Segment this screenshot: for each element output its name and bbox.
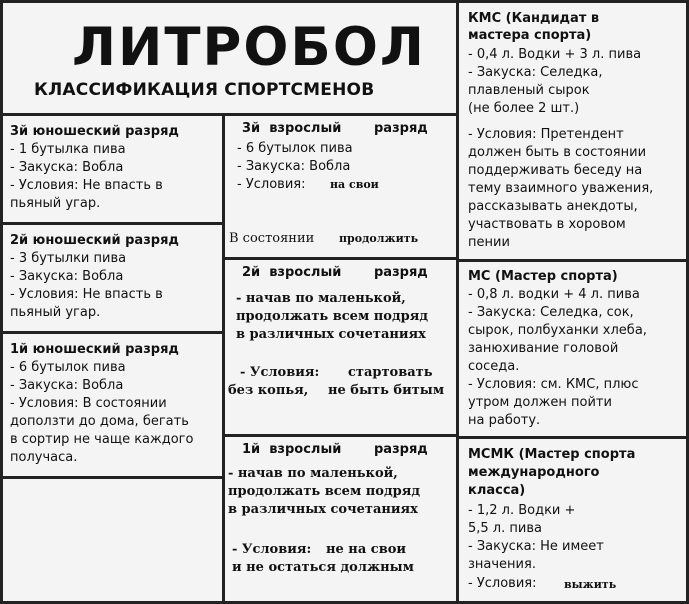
list-item: - Условия: В состоянии: [10, 396, 167, 411]
list-item: - 1,2 л. Водки +: [468, 503, 576, 518]
list-item: - Закуска: Селедка,: [468, 65, 603, 80]
kms-heading: КМС (Кандидат в: [468, 11, 600, 26]
junior3-cell: [10, 123, 220, 221]
adult1-condition-a: не на свои: [326, 542, 407, 557]
list-item: рассказывать анекдоты,: [468, 199, 638, 214]
list-item: доползти до дома, бегать: [10, 414, 189, 429]
junior1-heading: 1й юношеский разряд: [10, 342, 179, 357]
divider-left-column: [222, 113, 225, 604]
list-item: - 6 бутылок пива: [237, 141, 353, 156]
list-item: утром должен пойти: [468, 395, 612, 410]
list-item: в различных сочетаниях: [228, 502, 418, 517]
msmk-condition: выжить: [564, 578, 617, 591]
divider-left-3: [0, 476, 224, 479]
border-top: [0, 0, 689, 3]
msmk-cell: [468, 444, 684, 600]
list-item: значения.: [468, 557, 536, 572]
junior2-heading: 2й юношеский разряд: [10, 233, 179, 248]
adult1-condition-b: и не остаться должным: [232, 560, 414, 575]
junior1-cell: [10, 341, 222, 475]
divider-mid-1: [222, 257, 458, 260]
junior2-cell: [10, 232, 220, 330]
list-item: в сортир не чаще каждого: [10, 432, 194, 447]
adult2-heading-rank: разряд: [374, 265, 428, 280]
adult3-cell: [226, 118, 456, 256]
msmk-heading-cont: класса): [468, 483, 526, 498]
list-item: - Условия:: [237, 177, 306, 192]
adult3-condition: на свои: [330, 178, 379, 191]
list-item: занюхивание головой: [468, 341, 619, 356]
list-item: - начав по маленькой,: [236, 291, 406, 306]
ms-cell: [468, 266, 684, 434]
divider-mid-2: [222, 434, 458, 437]
list-item: продолжать всем подряд: [228, 484, 420, 499]
list-item: (не более 2 шт.): [468, 101, 580, 116]
list-item: 5,5 л. пива: [468, 521, 542, 536]
list-item: получаса.: [10, 450, 78, 465]
divider-left-1: [0, 222, 224, 225]
divider-right-column: [456, 0, 459, 604]
adult3-tail: В состоянии: [229, 231, 315, 246]
list-item: пьяный угар.: [10, 305, 101, 320]
divider-left-2: [0, 331, 224, 334]
list-item: - 3 бутылки пива: [10, 251, 127, 266]
adult2-cell: [226, 262, 456, 432]
border-left: [0, 0, 3, 604]
list-item: - начав по маленькой,: [228, 466, 398, 481]
list-item: тему взаимного уважения,: [468, 181, 654, 196]
list-item: - 1 бутылка пива: [10, 142, 126, 157]
page-title: ЛИТРОБОЛ: [72, 17, 426, 78]
list-item: плавленый сырок: [468, 83, 590, 98]
msmk-condition-label: - Условия:: [468, 576, 537, 591]
list-item: - Закуска: Селедка, сок,: [468, 305, 634, 320]
list-item: - Закуска: Вобла: [10, 378, 124, 393]
list-item: - Условия: см. КМС, плюс: [468, 377, 639, 392]
list-item: - Условия: Не впасть в: [10, 287, 163, 302]
page-subtitle: КЛАССИФИКАЦИЯ СПОРТСМЕНОВ: [34, 80, 375, 100]
list-item: - 0,8 л. водки + 4 л. пива: [468, 287, 640, 302]
list-item: - 0,4 л. Водки + 3 л. пива: [468, 47, 642, 62]
list-item: - Условия: Претендент: [468, 127, 624, 142]
msmk-heading-cont: международного: [468, 465, 600, 480]
divider-right-1: [456, 259, 689, 262]
adult3-heading: 3й взрослый: [242, 121, 342, 136]
list-item: - 6 бутылок пива: [10, 360, 126, 375]
junior3-heading: 3й юношеский разряд: [10, 124, 179, 139]
list-item: - Условия: Не впасть в: [10, 178, 163, 193]
adult2-condition-a: стартовать: [348, 365, 433, 380]
list-item: пении: [468, 235, 510, 250]
list-item: поддерживать беседу на: [468, 163, 643, 178]
divider-right-2: [456, 436, 689, 439]
adult1-cell: [226, 439, 456, 599]
adult2-heading: 2й взрослый: [242, 265, 342, 280]
ms-heading: МС (Мастер спорта): [468, 269, 618, 284]
adult2-condition-c: не быть битым: [328, 383, 445, 398]
list-item: - Закуска: Вобла: [10, 160, 124, 175]
msmk-heading: МСМК (Мастер спорта: [468, 447, 636, 462]
list-item: - Закуска: Вобла: [237, 159, 351, 174]
list-item: участвовать в хоровом: [468, 217, 626, 232]
adult1-heading: 1й взрослый: [242, 442, 342, 457]
list-item: - Закуска: Вобла: [10, 269, 124, 284]
list-item: соседа.: [468, 359, 520, 374]
adult3-tail-continue: продолжить: [339, 232, 419, 245]
adult2-condition-label: - Условия:: [240, 365, 320, 380]
kms-cell: [468, 8, 684, 258]
adult2-condition-b: без копья,: [228, 383, 309, 398]
list-item: в различных сочетаниях: [236, 327, 426, 342]
divider-header: [0, 113, 458, 116]
kms-heading-cont: мастера спорта): [468, 28, 592, 43]
list-item: сырок, полбуханки хлеба,: [468, 323, 647, 338]
list-item: продолжать всем подряд: [236, 309, 428, 324]
list-item: на работу.: [468, 413, 541, 428]
list-item: - Закуска: Не имеет: [468, 539, 604, 554]
adult1-condition-label: - Условия:: [232, 542, 312, 557]
adult3-heading-rank: разряд: [374, 121, 428, 136]
adult1-heading-rank: разряд: [374, 442, 428, 457]
list-item: должен быть в состоянии: [468, 145, 647, 160]
list-item: пьяный угар.: [10, 196, 101, 211]
